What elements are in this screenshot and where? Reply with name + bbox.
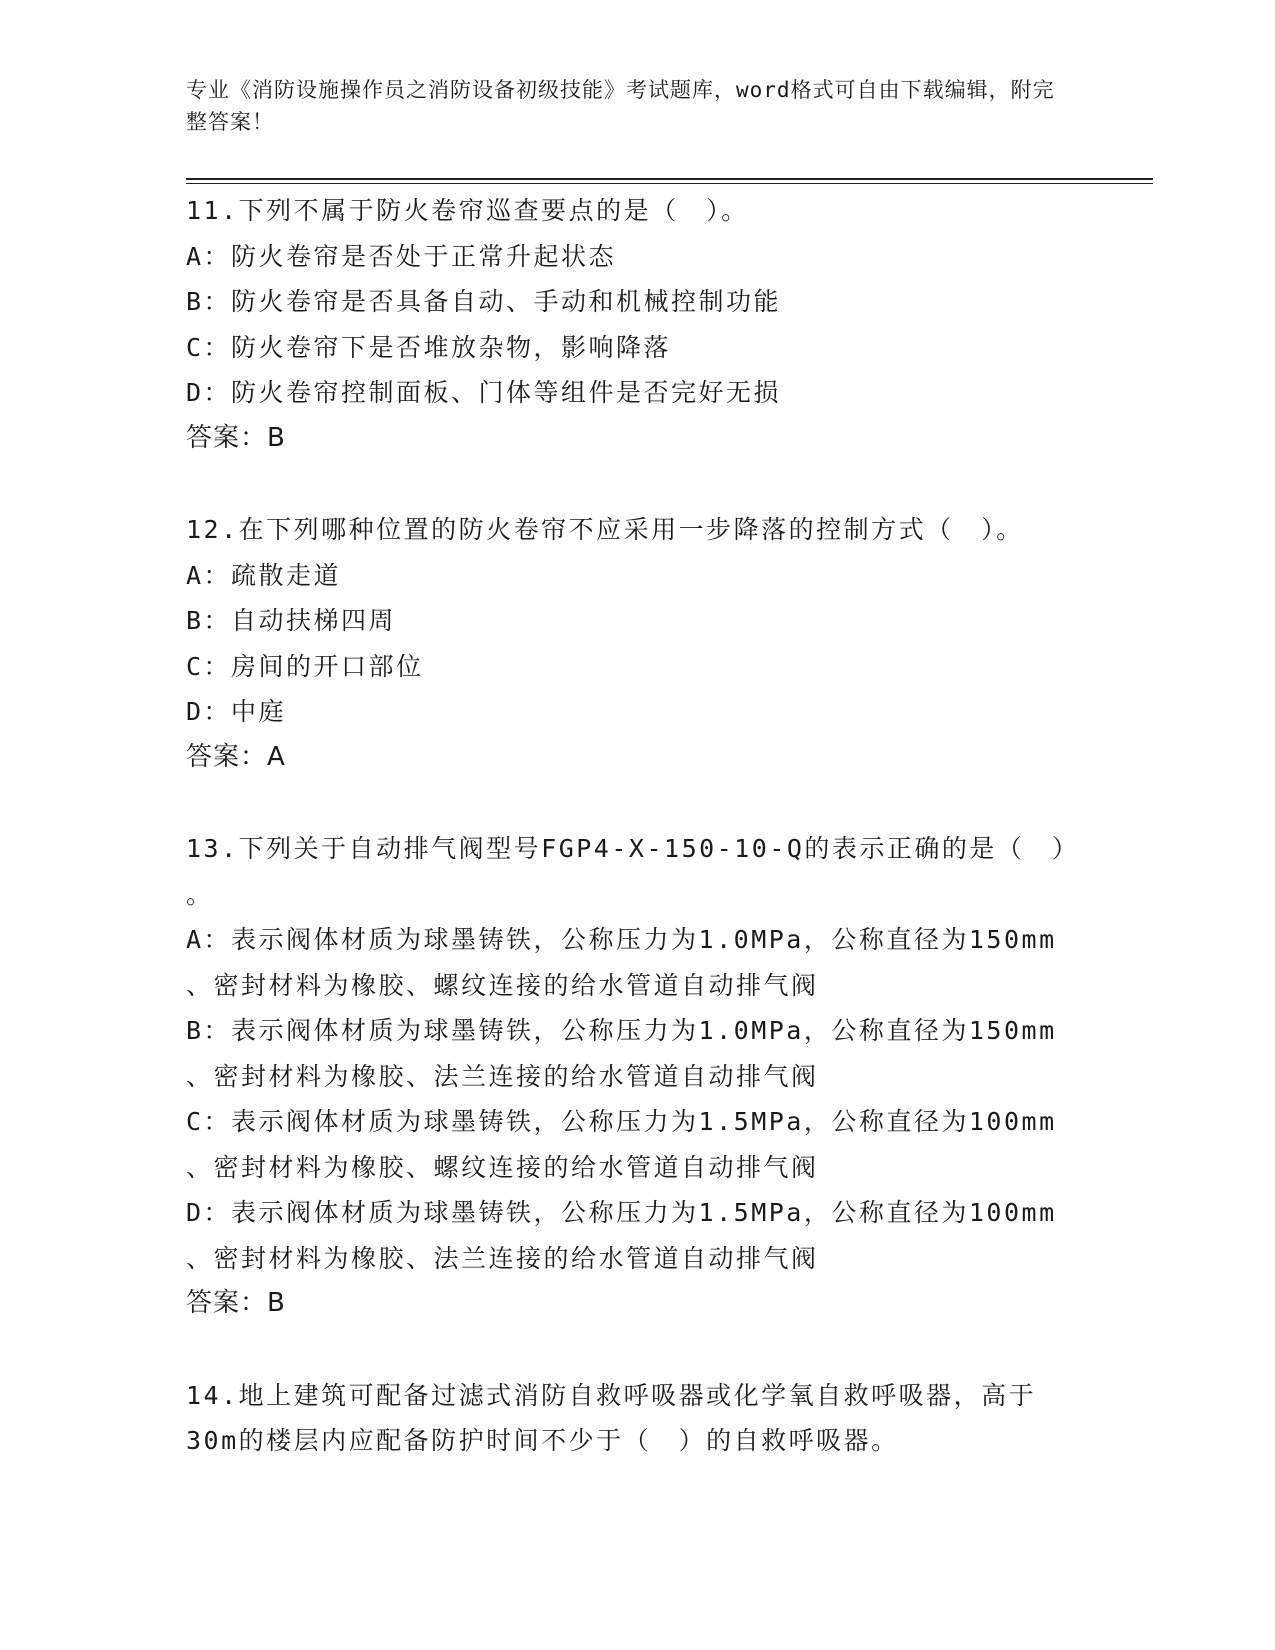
option-a-line-2: 、密封材料为橡胶、螺纹连接的给水管道自动排气阀	[186, 970, 819, 1000]
document-header: 专业《消防设施操作员之消防设备初级技能》考试题库，word格式可自由下载编辑，附完整答案！	[186, 78, 1055, 134]
header-divider-thin	[186, 183, 1153, 184]
question-13	[186, 826, 1086, 1327]
answer: 答案：B	[186, 422, 286, 453]
option-c: C：防火卷帘下是否堆放杂物，影响降落	[186, 332, 672, 362]
option-c-line-2: 、密封材料为橡胶、螺纹连接的给水管道自动排气阀	[186, 1152, 819, 1182]
option-a-line-1: A：表示阀体材质为球墨铸铁，公称压力为1.0MPa，公称直径为150mm	[186, 925, 1057, 954]
answer: 答案：A	[186, 741, 286, 772]
header-divider-thick	[186, 178, 1153, 180]
option-d: D：中庭	[186, 697, 287, 726]
option-b-line-1: B：表示阀体材质为球墨铸铁，公称压力为1.0MPa，公称直径为150mm	[186, 1016, 1057, 1045]
option-c-line-1: C：表示阀体材质为球墨铸铁，公称压力为1.5MPa，公称直径为100mm	[186, 1107, 1057, 1136]
option-b: B：自动扶梯四周	[186, 606, 397, 635]
option-c: C：房间的开口部位	[186, 651, 424, 681]
option-b-line-2: 、密封材料为橡胶、法兰连接的给水管道自动排气阀	[186, 1061, 819, 1091]
option-a: A：疏散走道	[186, 560, 342, 590]
question-11	[186, 188, 1086, 461]
answer: 答案：B	[186, 1288, 286, 1318]
question-list	[186, 188, 1086, 1510]
question-14	[186, 1373, 1086, 1464]
option-d-line-2: 、密封材料为橡胶、法兰连接的给水管道自动排气阀	[186, 1243, 819, 1273]
option-d: D：防火卷帘控制面板、门体等组件是否完好无损	[186, 378, 782, 407]
question-12	[186, 507, 1086, 780]
question-stem-line-1: 13.下列关于自动排气阀型号FGP4-X-150-10-Q的表示正确的是（ ）	[186, 834, 1080, 863]
question-stem-line-2: 。	[186, 879, 214, 909]
question-stem-line-1: 14.地上建筑可配备过滤式消防自救呼吸器或化学氧自救呼吸器，高于	[186, 1380, 1037, 1410]
question-stem-line-2: 30m的楼层内应配备防护时间不少于（ ）的自救呼吸器。	[186, 1426, 899, 1455]
option-d-line-1: D：表示阀体材质为球墨铸铁，公称压力为1.5MPa，公称直径为100mm	[186, 1198, 1057, 1227]
question-stem: 11.下列不属于防火卷帘巡查要点的是（ ）。	[186, 196, 749, 225]
option-b: B：防火卷帘是否具备自动、手动和机械控制功能	[186, 287, 782, 316]
option-a: A：防火卷帘是否处于正常升起状态	[186, 241, 617, 271]
question-stem: 12.在下列哪种位置的防火卷帘不应采用一步降落的控制方式（ ）。	[186, 515, 1024, 544]
